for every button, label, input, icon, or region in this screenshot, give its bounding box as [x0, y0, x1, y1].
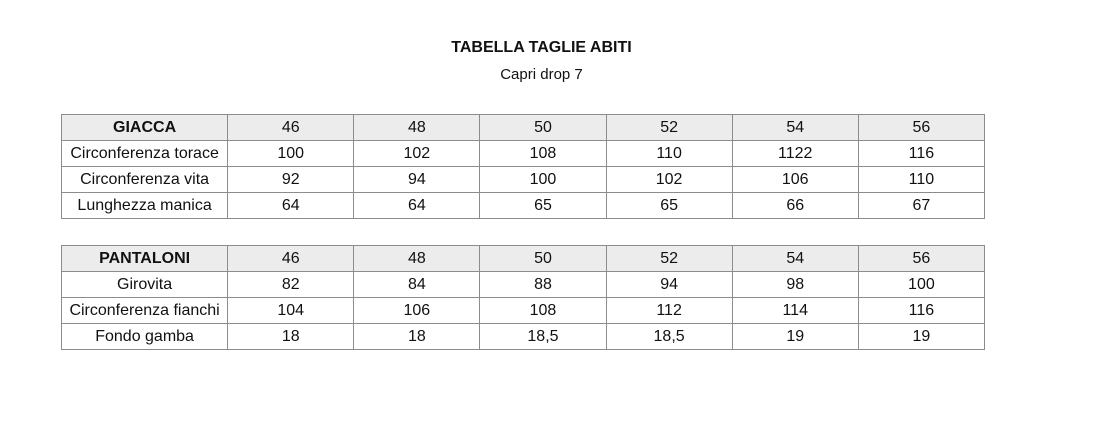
- table-cell: 65: [480, 193, 606, 219]
- jacket-size-table: [61, 114, 985, 219]
- table-cell: 108: [480, 141, 606, 167]
- size-header-cell: 52: [606, 115, 732, 141]
- table-cell: 18: [228, 324, 354, 350]
- table-cell: 110: [858, 167, 984, 193]
- row-label: Girovita: [62, 272, 228, 298]
- size-header-cell: 56: [858, 246, 984, 272]
- table-cell: 19: [858, 324, 984, 350]
- table-cell: 108: [480, 298, 606, 324]
- table-cell: 106: [732, 167, 858, 193]
- table-cell: 92: [228, 167, 354, 193]
- size-header-cell: 46: [228, 115, 354, 141]
- size-header-cell: 54: [732, 246, 858, 272]
- size-header-cell: 48: [354, 115, 480, 141]
- table-cell: 18,5: [480, 324, 606, 350]
- row-label: Circonferenza vita: [62, 167, 228, 193]
- row-label: Lunghezza manica: [62, 193, 228, 219]
- table-cell: 84: [354, 272, 480, 298]
- table-cell: 104: [228, 298, 354, 324]
- table-cell: 106: [354, 298, 480, 324]
- table-cell: 102: [354, 141, 480, 167]
- table-cell: 82: [228, 272, 354, 298]
- size-header-cell: 54: [732, 115, 858, 141]
- table-row: [62, 141, 985, 167]
- table-cell: 88: [480, 272, 606, 298]
- table-header-label: GIACCA: [62, 115, 228, 141]
- table-cell: 94: [354, 167, 480, 193]
- table-cell: 65: [606, 193, 732, 219]
- size-header-cell: 52: [606, 246, 732, 272]
- row-label: Fondo gamba: [62, 324, 228, 350]
- page-subtitle: Capri drop 7: [500, 66, 583, 83]
- table-cell: 100: [858, 272, 984, 298]
- size-header-cell: 50: [480, 246, 606, 272]
- size-header-cell: 56: [858, 115, 984, 141]
- page-title: TABELLA TAGLIE ABITI: [451, 39, 632, 56]
- table-header-row: [62, 246, 985, 272]
- table-cell: 64: [228, 193, 354, 219]
- table-row: [62, 324, 985, 350]
- table-cell: 1122: [732, 141, 858, 167]
- trousers-size-table: [61, 245, 985, 350]
- table-cell: 19: [732, 324, 858, 350]
- size-header-cell: 48: [354, 246, 480, 272]
- table-cell: 100: [480, 167, 606, 193]
- table-row: [62, 167, 985, 193]
- table-cell: 102: [606, 167, 732, 193]
- table-cell: 67: [858, 193, 984, 219]
- table-cell: 110: [606, 141, 732, 167]
- row-label: Circonferenza torace: [62, 141, 228, 167]
- table-cell: 18,5: [606, 324, 732, 350]
- table-cell: 94: [606, 272, 732, 298]
- table-cell: 100: [228, 141, 354, 167]
- table-cell: 112: [606, 298, 732, 324]
- table-cell: 98: [732, 272, 858, 298]
- table-cell: 18: [354, 324, 480, 350]
- table-row: [62, 193, 985, 219]
- table-cell: 116: [858, 141, 984, 167]
- size-header-cell: 46: [228, 246, 354, 272]
- table-cell: 114: [732, 298, 858, 324]
- table-cell: 66: [732, 193, 858, 219]
- row-label: Circonferenza fianchi: [62, 298, 228, 324]
- table-header-row: [62, 115, 985, 141]
- table-header-label: PANTALONI: [62, 246, 228, 272]
- table-row: [62, 298, 985, 324]
- table-cell: 116: [858, 298, 984, 324]
- table-cell: 64: [354, 193, 480, 219]
- table-row: [62, 272, 985, 298]
- size-header-cell: 50: [480, 115, 606, 141]
